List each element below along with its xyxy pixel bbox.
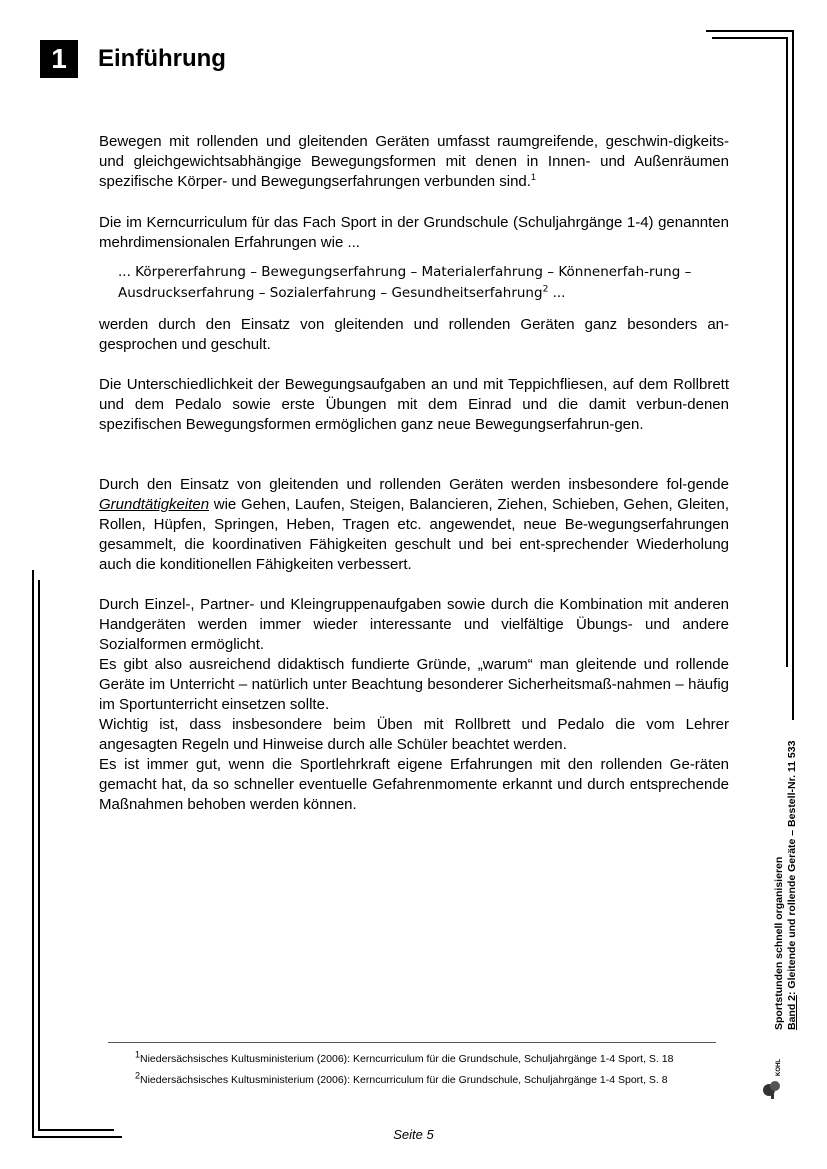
experience-quote-text: ... Körpererfahrung – Bewegungserfahrung – Materialerfahrung – Könnenerfah-rung – Ausdruckserfahrung – Sozialerfahrung – Gesundheitserfahrung — [118, 264, 692, 301]
paragraph-basic-activities-end: wie Gehen, Laufen, Steigen, Balancieren, Ziehen, Schieben, Gehen, Gleiten, Rollen, Hüpfen, Springen, Heben, Tragen etc. angewendet, neue Be-wegungserfahrungen gesammelt, die koordinativen Fähigkeiten geschult und bei ent-sprechender Wiederholung auch die konditionellen Fähigkeiten verbessert. — [99, 496, 729, 573]
chapter-title: Einführung — [98, 45, 226, 72]
paragraph-basic-activities-start: Durch den Einsatz von gleitenden und rollenden Geräten werden insbesondere fol-gende — [99, 476, 729, 493]
footnote-1 — [135, 1049, 674, 1066]
chapter-number-box: 1 — [40, 40, 78, 78]
frame-top-right-inner — [712, 37, 788, 39]
volume-label: Band 2 — [786, 994, 798, 1030]
paragraph-social-forms-d: Es ist immer gut, wenn die Sportlehrkraft eigene Erfahrungen mit den rollenden Ge-räten gemacht hat, da so schneller eventuelle Gefahrenmomente erkannt und durch entsprechende Maßnahmen behoben werden können. — [99, 756, 729, 813]
series-title: Sportstunden schnell organisieren — [773, 856, 785, 1030]
basic-activities-term: Grundtätigkeiten — [99, 496, 210, 513]
volume-title: : Gleitende und rollende Geräte – Bestell-Nr. 11 533 — [786, 740, 798, 995]
frame-left-outer — [32, 570, 34, 1138]
footnote-ref-1[interactable]: 1 — [530, 172, 536, 182]
logo-text: KOHL — [776, 1059, 782, 1076]
footnote-divider — [108, 1042, 716, 1043]
paragraph-tasks: Die Unterschiedlichkeit der Bewegungsaufgaben an und mit Teppichfliesen, auf dem Rollbrett und dem Pedalo sowie erste Übungen mit dem Einrad und die damit verbun-denen spezifischen Bewegungsformen ermöglichen ganz neue Bewegungserfahrun-gen. — [99, 376, 729, 433]
frame-top-right-outer — [706, 30, 794, 32]
frame-right-outer — [792, 30, 794, 720]
series-side-label — [773, 730, 799, 1030]
paragraph-curriculum: Die im Kerncurriculum für das Fach Sport in der Grundschule (Schuljahrgänge 1-4) genannten mehrdimensionalen Erfahrungen wie ... — [99, 214, 729, 251]
footnote-2-text: Niedersächsisches Kultusministerium (2006): Kerncurriculum für die Grundschule, Schuljahrgänge 1-4 Sport, S. 8 — [140, 1074, 668, 1086]
paragraph-intro-text: Bewegen mit rollenden und gleitenden Geräten umfasst raumgreifende, geschwin-digkeits- und gleichgewichtsabhängige Bewegungsformen mit denen in Innen- und Außenräumen spezifische Körper- und Bewegungserfahrungen verbunden sind. — [99, 133, 729, 190]
paragraph-social-forms-c: Wichtig ist, dass insbesondere beim Üben mit Rollbrett und Pedalo die vom Lehrer angesagten Regeln und Hinweise durch alle Schüler beachtet werden. — [99, 716, 729, 753]
page-number: Seite 5 — [393, 1127, 434, 1142]
footnote-2-number: 2 — [135, 1070, 141, 1081]
paragraph-basic-activities — [99, 475, 729, 575]
frame-right-inner — [786, 37, 788, 667]
experience-quote — [118, 262, 718, 304]
frame-left-inner — [38, 580, 40, 1131]
experience-quote-end: ... — [548, 285, 566, 301]
footnote-2 — [135, 1070, 668, 1087]
paragraph-social-forms-a: Durch Einzel-, Partner- und Kleingruppenaufgaben sowie durch die Kombination mit anderen Handgeräten werden immer wieder interessante und vielfältige Übungs- und andere Sozialformen ermöglicht. — [99, 596, 729, 653]
publisher-logo-icon — [760, 1052, 792, 1100]
paragraph-social-forms — [99, 595, 729, 815]
footnote-ref-2[interactable]: 2 — [542, 284, 549, 295]
volume-line — [786, 730, 799, 1030]
paragraph-intro — [99, 132, 729, 192]
paragraph-addressed: werden durch den Einsatz von gleitenden und rollenden Geräten ganz besonders an-gesprochen und geschult. — [99, 316, 729, 353]
paragraph-social-forms-b: Es gibt also ausreichend didaktisch fundierte Gründe, „warum“ man gleitende und rollende Geräte im Unterricht – natürlich unter Beachtung besonderer Sicherheitsmaß-nahmen – häufig im Sportunterricht einsetzen sollte. — [99, 656, 729, 713]
footnote-1-number: 1 — [135, 1049, 141, 1060]
footnote-1-text: Niedersächsisches Kultusministerium (2006): Kerncurriculum für die Grundschule, Schuljahrgänge 1-4 Sport, S. 18 — [140, 1053, 674, 1065]
